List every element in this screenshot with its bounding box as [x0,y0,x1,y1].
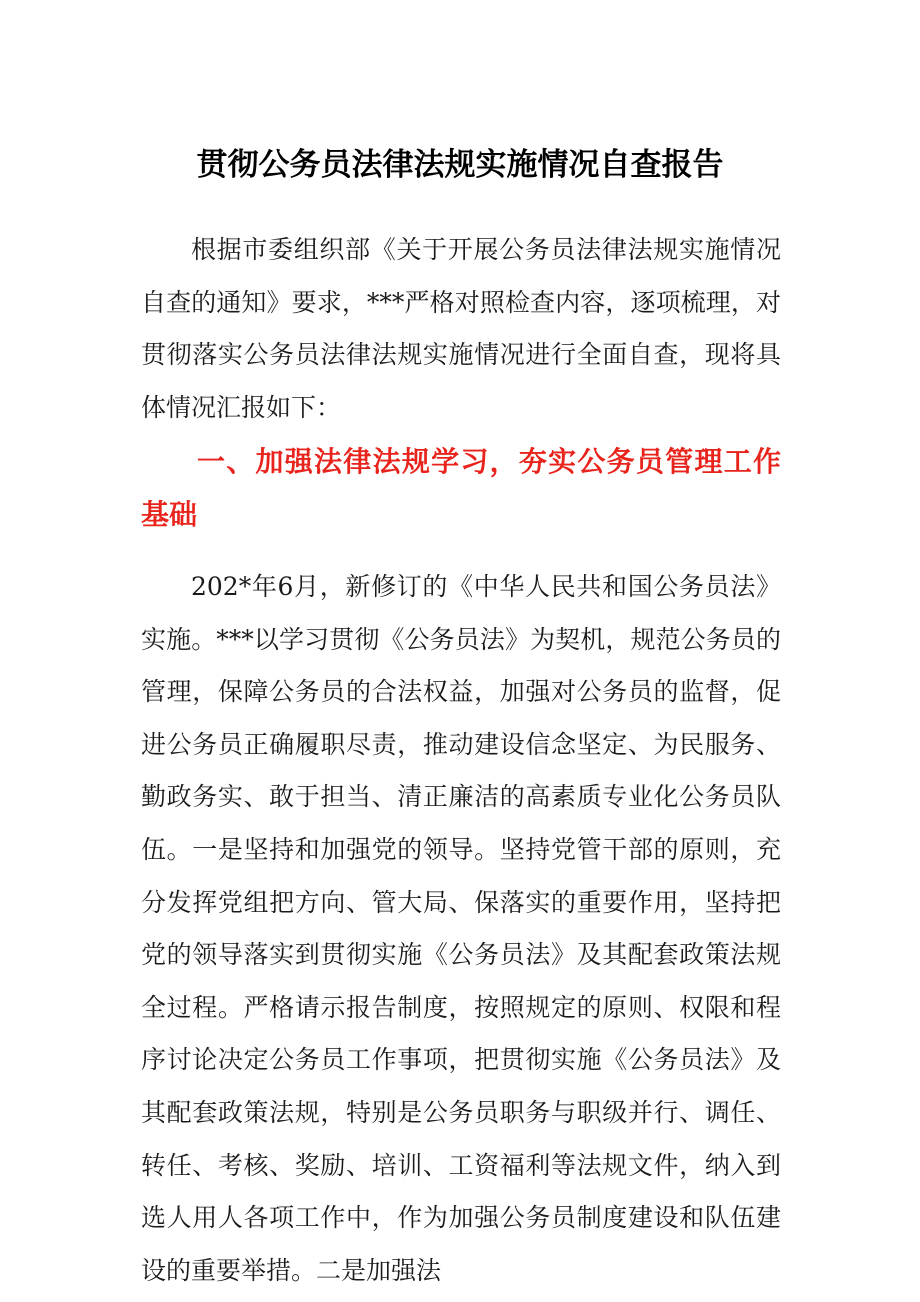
section-1-body: 202*年6月，新修订的《中华人民共和国公务员法》实施。***以学习贯彻《公务员法》为契机，规范公务员的管理，保障公务员的合法权益，加强对公务员的监督，促进公务员正确履职尽责，推动建设信念坚定、为民服务、勤政务实、敢于担当、清正廉洁的高素质专业化公务员队伍。一是坚持和加强党的领导。坚持党管干部的原则，充分发挥党组把方向、管大局、保落实的重要作用，坚持把党的领导落实到贯彻实施《公务员法》及其配套政策法规全过程。严格请示报告制度，按照规定的原则、权限和程序讨论决定公务员工作事项，把贯彻实施《公务员法》及其配套政策法规，特别是公务员职务与职级并行、调任、转任、考核、奖励、培训、工资福利等法规文件，纳入到选人用人各项工作中，作为加强公务员制度建设和队伍建设的重要举措。二是加强法 [141,572,781,1285]
document-title: 贯彻公务员法律法规实施情况自查报告 [196,147,724,183]
intro-paragraph: 根据市委组织部《关于开展公务员法律法规实施情况自查的通知》要求，***严格对照检查内容，逐项梳理，对贯彻落实公务员法律法规实施情况进行全面自查，现将具体情况汇报如下： [141,235,781,422]
section-1-heading: 一、加强法律法规学习，夯实公务员管理工作基础 [141,445,781,531]
